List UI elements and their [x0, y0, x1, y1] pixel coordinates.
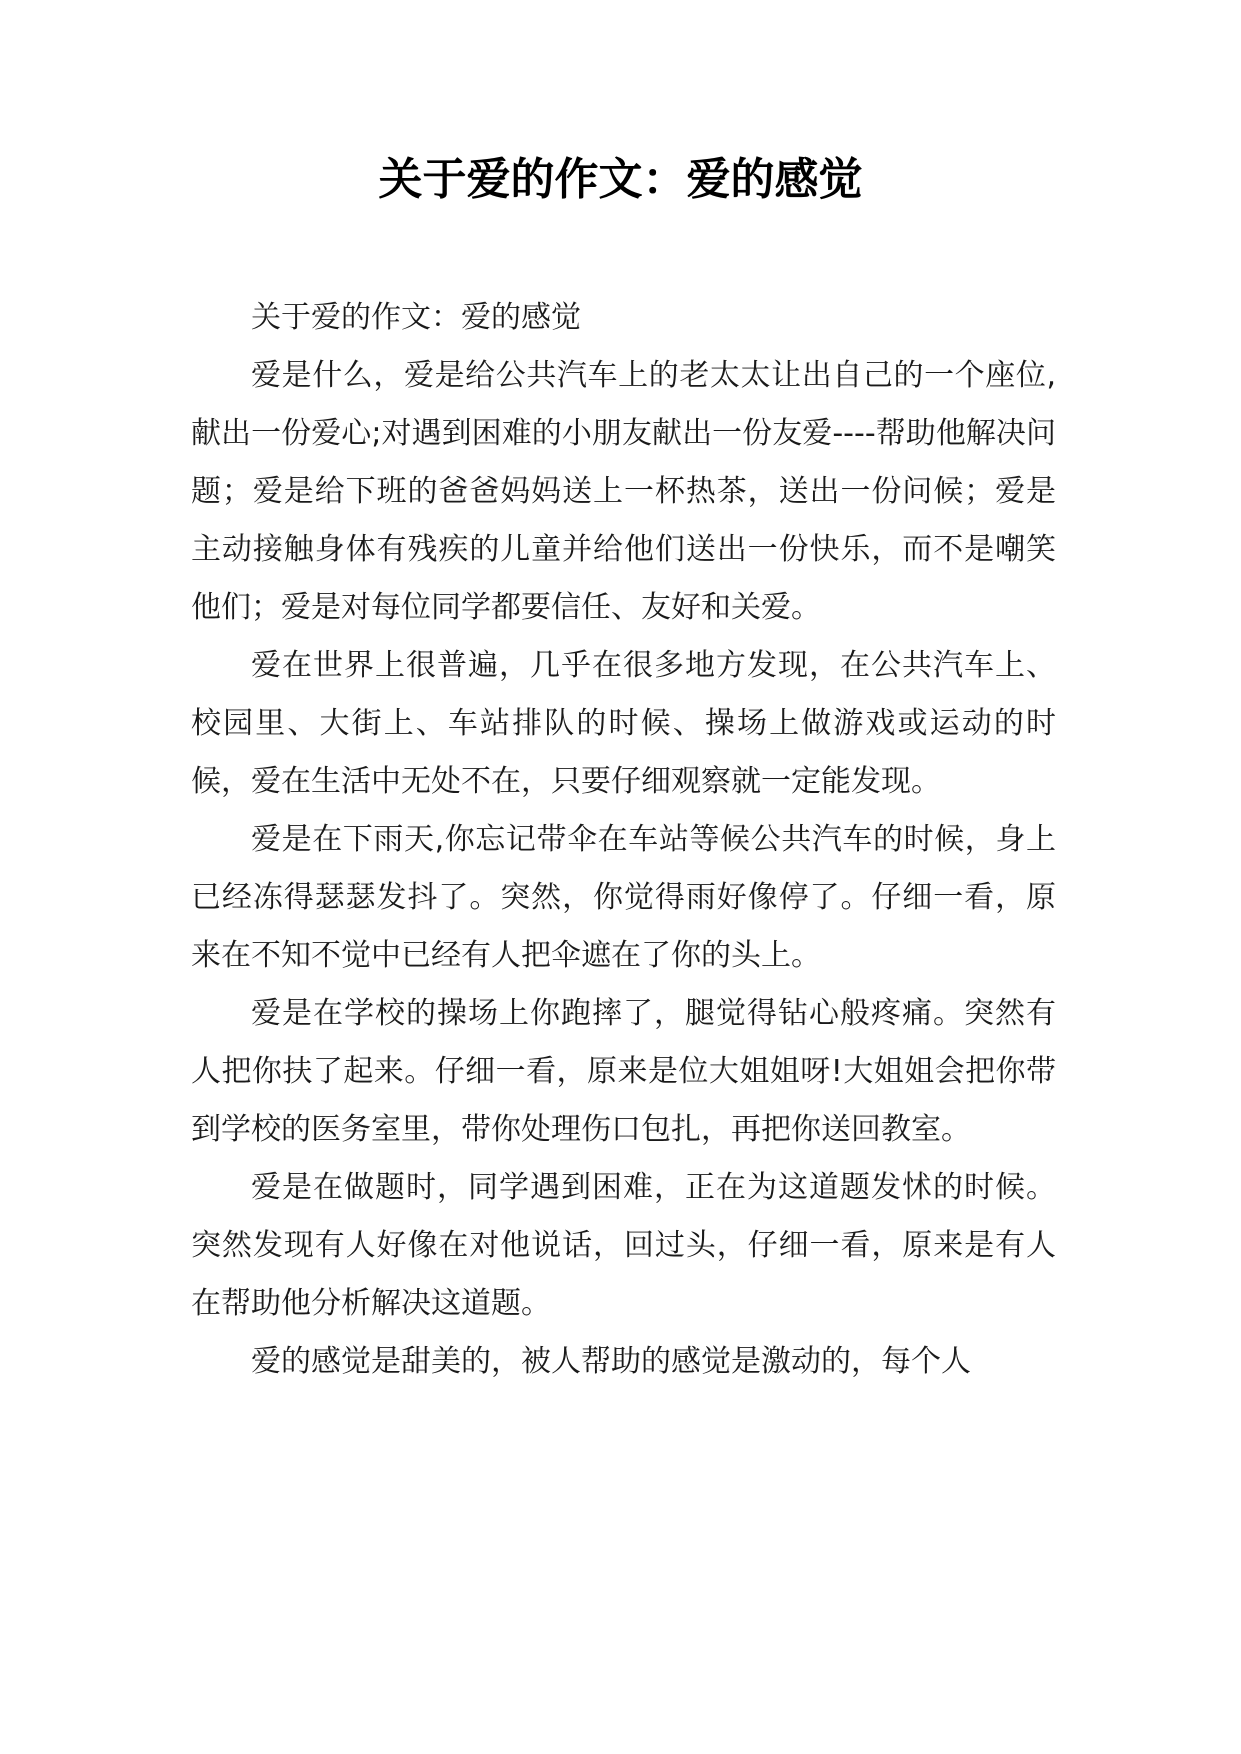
document-body	[191, 289, 1056, 1391]
paragraph: 爱的感觉是甜美的，被人帮助的感觉是激动的，每个人	[251, 1344, 971, 1379]
paragraph: 爱是在下雨天,你忘记带伞在车站等候公共汽车的时候，身上已经冻得瑟瑟发抖了。突然，你觉得雨好像停了。仔细一看，原来在不知不觉中已经有人把伞遮在了你的头上。	[191, 822, 1056, 973]
paragraph: 爱在世界上很普遍，几乎在很多地方发现，在公共汽车上、校园里、大街上、车站排队的时候、操场上做游戏或运动的时候，爱在生活中无处不在，只要仔细观察就一定能发现。	[191, 648, 1056, 799]
paragraph: 爱是在学校的操场上你跑摔了，腿觉得钻心般疼痛。突然有人把你扶了起来。仔细一看，原来是位大姐姐呀!大姐姐会把你带到学校的医务室里，带你处理伤口包扎，再把你送回教室。	[191, 996, 1056, 1147]
paragraph: 爱是什么，爱是给公共汽车上的老太太让出自己的一个座位,献出一份爱心;对遇到困难的小朋友献出一份友爱----帮助他解决问题；爱是给下班的爸爸妈妈送上一杯热茶，送出一份问候；爱是主动接触身体有残疾的儿童并给他们送出一份快乐，而不是嘲笑他们；爱是对每位同学都要信任、友好和关爱。	[191, 358, 1056, 625]
document-title: 关于爱的作文：爱的感觉	[378, 154, 863, 205]
paragraph-subtitle: 关于爱的作文：爱的感觉	[251, 300, 581, 335]
paragraph: 爱是在做题时，同学遇到困难，正在为这道题发怵的时候。突然发现有人好像在对他说话，回过头，仔细一看，原来是有人在帮助他分析解决这道题。	[191, 1170, 1056, 1321]
